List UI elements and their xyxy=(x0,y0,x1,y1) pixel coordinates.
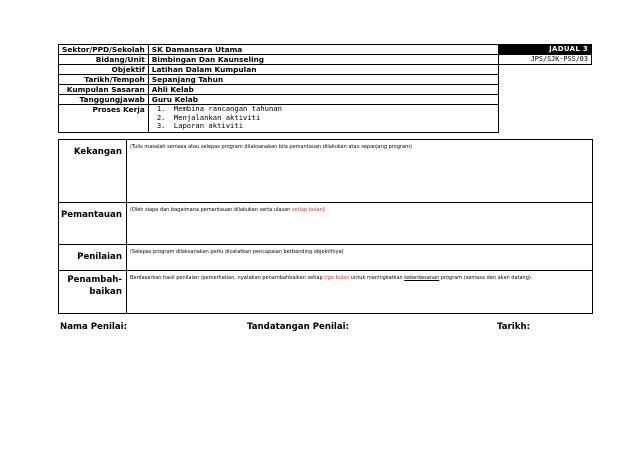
eval-row-pemantauan xyxy=(59,203,593,245)
heading-kekangan: Kekangan xyxy=(59,140,127,203)
label-objektif: Objektif xyxy=(59,65,149,75)
info-row-tarikh xyxy=(59,75,592,85)
process-steps xyxy=(148,105,499,133)
process-steps-list xyxy=(152,105,496,131)
label-tarikh: Tarikh/Tempoh xyxy=(59,75,149,85)
text-penambahbaikan: Berdasarkan hasil penilaian /pemerhatian, nyatakan penambahbaikan setiap tiga bulan untuk meningkatkan keberkesanan program (semasa dan akan datang). xyxy=(126,271,592,314)
highlight-tiga-bulan: tiga bulan xyxy=(324,275,350,281)
eval-row-penambahbaikan xyxy=(59,271,593,314)
text-kekangan: (Tulis masalah semasa atau selepas program dilaksanakan bila pemantauan dilakukan atau sepanjang program) xyxy=(126,140,592,203)
footer-tandatangan-penilai: Tandatangan Penilai: xyxy=(247,322,350,332)
eval-row-penilaian xyxy=(59,245,593,271)
info-row-bidang xyxy=(59,55,592,65)
info-row-kumpulan xyxy=(59,85,592,95)
process-step: 2. Menjalankan aktiviti xyxy=(170,114,496,123)
value-sektor: SK Damansara Utama xyxy=(148,45,499,55)
text-pemantauan: (Oleh siapa dan bagaimana pemantauan dilakukan serta ulasan setiap bulan) xyxy=(126,203,592,245)
underlined-keberkesanan: keberkesanan xyxy=(404,275,440,281)
info-row-proses xyxy=(59,105,592,133)
footer-nama-penilai: Nama Penilai: xyxy=(60,322,128,332)
value-tarikh: Sepanjang Tahun xyxy=(148,75,499,85)
label-kumpulan: Kumpulan Sasaran xyxy=(59,85,149,95)
info-row-tanggungjawab xyxy=(59,95,592,105)
footer-tarikh: Tarikh: xyxy=(497,322,531,332)
process-step: 3. Laporan aktiviti xyxy=(170,122,496,131)
program-info-table xyxy=(58,44,592,133)
document-code: JPS/SJK-PSS/03 xyxy=(499,55,592,65)
value-tanggungjawab: Guru Kelab xyxy=(148,95,499,105)
heading-pemantauan: Pemantauan xyxy=(59,203,127,245)
highlight-setiap-bulan: setiap bulan xyxy=(291,207,323,213)
info-row-sektor xyxy=(59,45,592,55)
value-bidang: Bimbingan Dan Kaunseling xyxy=(148,55,499,65)
label-proses: Proses Kerja xyxy=(59,105,149,133)
evaluation-table xyxy=(58,139,593,314)
value-kumpulan: Ahli Kelab xyxy=(148,85,499,95)
label-bidang: Bidang/Unit xyxy=(59,55,149,65)
label-sektor: Sektor/PPD/Sekolah xyxy=(59,45,149,55)
jadual-badge: JADUAL 3 xyxy=(499,45,592,55)
heading-penambahbaikan: Penambah- baikan xyxy=(59,271,127,314)
heading-penilaian: Penilaian xyxy=(59,245,127,271)
value-objektif: Latihan Dalam Kumpulan xyxy=(148,65,499,75)
eval-row-kekangan xyxy=(59,140,593,203)
text-penilaian: (Selepas program dilaksanakan perlu dicatatkan pencapaian berbanding objektifnya) xyxy=(126,245,592,271)
info-row-objektif xyxy=(59,65,592,75)
label-tanggungjawab: Tanggungjawab xyxy=(59,95,149,105)
process-step: 1. Membina rancangan tahunan xyxy=(170,105,496,114)
